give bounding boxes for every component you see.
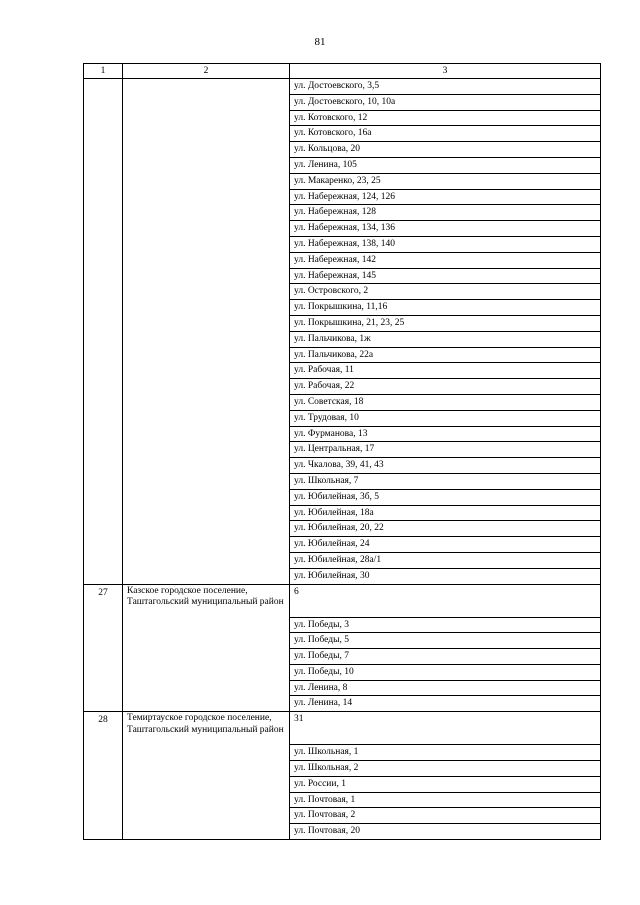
header-col-3: 3	[290, 64, 601, 79]
address-cell: ул. Школьная, 7	[290, 473, 601, 489]
address-cell: ул. Рабочая, 22	[290, 379, 601, 395]
address-cell: ул. Набережная, 128	[290, 205, 601, 221]
address-cell: ул. Чкалова, 39, 41, 43	[290, 458, 601, 474]
address-cell: ул. Юбилейная, 3б, 5	[290, 489, 601, 505]
row-number-cell: 27	[84, 584, 123, 712]
address-cell: ул. Пальчикова, 1ж	[290, 331, 601, 347]
address-cell: ул. Почтовая, 20	[290, 824, 601, 840]
address-cell: ул. Островского, 2	[290, 284, 601, 300]
address-cell: ул. Кольцова, 20	[290, 142, 601, 158]
address-cell: ул. Покрышкина, 21, 23, 25	[290, 315, 601, 331]
address-cell: ул. Фурманова, 13	[290, 426, 601, 442]
table-row	[84, 79, 601, 95]
address-cell: ул. Котовского, 12	[290, 110, 601, 126]
address-cell: ул. Ленина, 14	[290, 696, 601, 712]
address-cell: ул. Ленина, 105	[290, 157, 601, 173]
address-cell: ул. Котовского, 16а	[290, 126, 601, 142]
address-cell: ул. Победы, 10	[290, 664, 601, 680]
address-cell: ул. Победы, 7	[290, 649, 601, 665]
table-row	[84, 584, 601, 617]
municipality-cell	[123, 79, 290, 585]
address-cell: ул. Покрышкина, 11,16	[290, 300, 601, 316]
address-cell: ул. Школьная, 1	[290, 745, 601, 761]
address-cell: ул. Победы, 5	[290, 633, 601, 649]
address-cell: ул. Юбилейная, 24	[290, 537, 601, 553]
address-cell: ул. Достоевского, 3,5	[290, 79, 601, 95]
address-cell: ул. Макаренко, 23, 25	[290, 173, 601, 189]
address-cell: ул. Трудовая, 10	[290, 410, 601, 426]
municipality-name: Темиртауское городское поселение, Таштагольский муниципальный район	[123, 712, 290, 840]
address-table	[83, 63, 601, 840]
address-cell: ул. Юбилейная, 18а	[290, 505, 601, 521]
address-count: 6	[290, 584, 601, 617]
address-cell: ул. Почтовая, 2	[290, 808, 601, 824]
address-count: 31	[290, 712, 601, 745]
municipality-name: Казское городское поселение, Таштагольский муниципальный район	[123, 584, 290, 712]
page-number: 81	[314, 36, 326, 48]
address-cell: ул. Победы, 3	[290, 617, 601, 633]
address-cell: ул. Юбилейная, 30	[290, 568, 601, 584]
header-col-1: 1	[84, 64, 123, 79]
address-cell: ул. Набережная, 145	[290, 268, 601, 284]
address-cell: ул. Юбилейная, 20, 22	[290, 521, 601, 537]
table-row	[84, 712, 601, 745]
address-table-body	[84, 64, 601, 840]
address-cell: ул. России, 1	[290, 776, 601, 792]
address-cell: ул. Школьная, 2	[290, 761, 601, 777]
address-cell: ул. Юбилейная, 28а/1	[290, 552, 601, 568]
address-cell: ул. Набережная, 134, 136	[290, 221, 601, 237]
address-cell: ул. Рабочая, 11	[290, 363, 601, 379]
address-cell: ул. Советская, 18	[290, 394, 601, 410]
address-cell: ул. Набережная, 138, 140	[290, 236, 601, 252]
address-cell: ул. Набережная, 124, 126	[290, 189, 601, 205]
address-cell: ул. Пальчикова, 22а	[290, 347, 601, 363]
header-col-2: 2	[123, 64, 290, 79]
address-cell: ул. Центральная, 17	[290, 442, 601, 458]
row-number-cell	[84, 79, 123, 585]
address-cell: ул. Достоевского, 10, 10а	[290, 94, 601, 110]
address-cell: ул. Почтовая, 1	[290, 792, 601, 808]
address-cell: ул. Ленина, 8	[290, 680, 601, 696]
table-header-row	[84, 64, 601, 79]
row-number-cell: 28	[84, 712, 123, 840]
address-cell: ул. Набережная, 142	[290, 252, 601, 268]
